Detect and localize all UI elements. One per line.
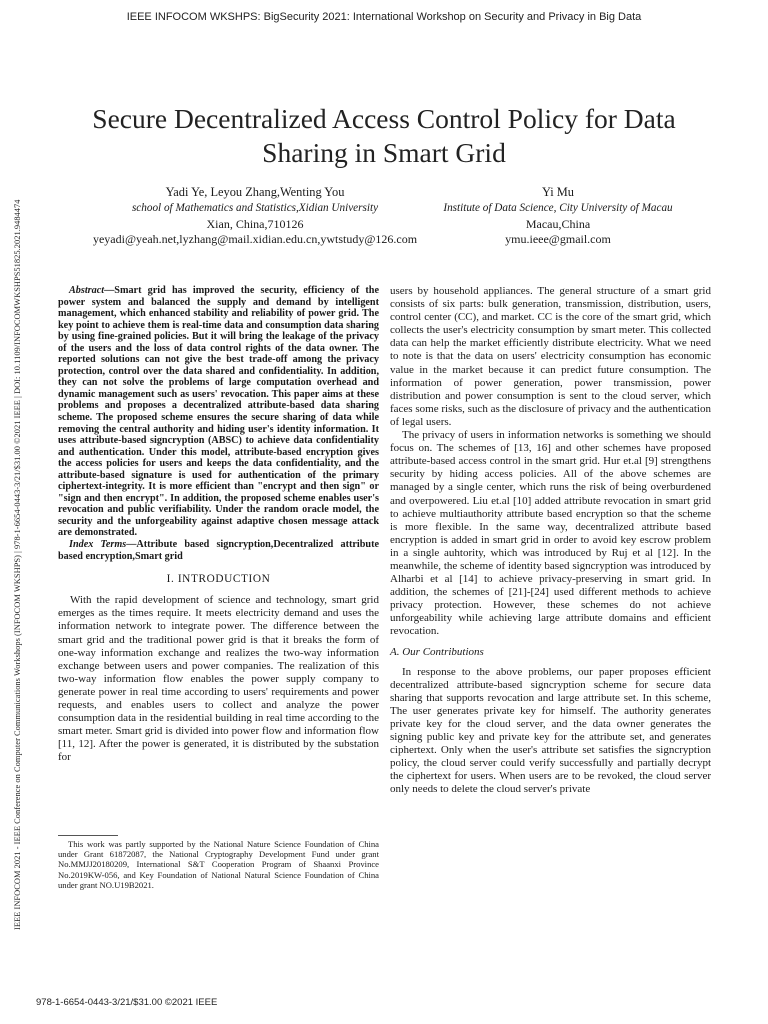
- side-doi-banner: IEEE INFOCOM 2021 - IEEE Conference on Computer Communications Workshops (INFOCOM WKSHPS) | 978-1-6654-0443-3/21/$31.00 ©2021 IEEE | DOI: 10.1109/INFOCOMWKSHPS51825.2021.9484474: [13, 199, 22, 930]
- funding-footnote: This work was partly supported by the National Nature Science Foundation of China under Grant 61872087, the National Cryptography Development Fund under grant No.MMJJ20180209, International S&T Cooperation Program of Shaanxi Province No.2019KW-056, and Key Foundation of National Natural Science Foundation of China under grant NO.U19B2021.: [58, 839, 379, 890]
- author-email: yeyadi@yeah.net,lyzhang@mail.xidian.edu.cn,ywtstudy@126.com: [92, 232, 418, 247]
- index-terms: [58, 539, 379, 562]
- author-email: ymu.ieee@gmail.com: [505, 232, 611, 247]
- running-header: IEEE INFOCOM WKSHPS: BigSecurity 2021: International Workshop on Security and Privacy in Big Data: [126, 11, 642, 23]
- section-heading-introduction: I. INTRODUCTION: [166, 573, 271, 586]
- author-block-left: [60, 185, 450, 248]
- subsection-heading-contributions: A. Our Contributions: [390, 645, 484, 658]
- author-names: Yi Mu: [541, 185, 575, 199]
- author-block-right: [408, 185, 708, 248]
- index-terms-lead: Index Terms: [69, 539, 127, 551]
- intro-paragraph-2: The privacy of users in information networks is something we should focus on. The schemes of [13, 16] and other schemes have proposed attribute-based access control in the smart grid. Hur et.al [9] strengthens security by hiding access policies. All of the above schemes are managed by a single center, which runs the risk of being overburdened and overpowered. Liu et.al [10] added attribute revocation in smart grid to achieve multiauthority attribute based encryption so that the scheme is more flexible. In the same way, decentralized attribute based encryption is added in smart grid in order to avoid key escrow problem in a single auhtority, which was introduced by Ruj et al [12]. In the meanwhile, the scheme of identity based signcryption was introduced by Alharbi et al [14] to achieve privacy-preserving in smart grid. In addition, the schemes of [21]-[24] used different methods to achieve privacy protection. However, these schemes do not achieve unforgeability while achieving large attribute domains and efficient revocation.: [390, 429, 711, 638]
- abstract-text: —Smart grid has improved the security, efficiency of the power system and balanced the supply and demand by intelligent management, which enhanced stability and reliability of power grid. The key point to achieve them is real-time data and consumption data sharing by using fine-grained policies. But it will bring the leakage of the privacy of the users and the loss of data control rights of the data owner. The reported solutions can not give the best trade-off among the privacy protection, control over the data shared and confidentiality. In addition, they can not solve the problems of large computation overhead and dynamic management such as users' revocation. This paper aims at these problems and proposes a decentralized attribute-based data sharing scheme. The proposed scheme ensures the secure sharing of data while removing the central authority and hiding user's identity information. It uses attribute-based signcryption (ABSC) to achieve data confidentiality and authentication. Under this model, attribute-based encryption gives the access policies for users and keeps the data confidentiality, and the attribute-based signature is used for authentication of the primary ciphertext-integrity. It is more efficient than "encrypt and then sign" or "sign and then encrypt". In addition, the proposed scheme enables user's revocation and public verifiability. Under the random oracle model, the security and the unforgeability against adaptive chosen message attack are demonstrated.: [58, 285, 379, 539]
- footnote-divider: [58, 835, 118, 836]
- author-names: Yadi Ye, Leyou Zhang,Wenting You: [165, 185, 345, 199]
- author-location: Macau,China: [525, 216, 591, 231]
- abstract: [58, 285, 379, 539]
- left-column: [58, 285, 379, 764]
- abstract-lead: Abstract: [69, 285, 105, 296]
- author-affiliation: Institute of Data Science, City University of Macau: [443, 201, 673, 214]
- author-location: Xian, China,710126: [206, 216, 304, 231]
- index-terms-text: —Attribute based signcryption,Decentralized attribute based encryption,Smart grid: [58, 539, 379, 562]
- paper-title: Secure Decentralized Access Control Policy for Data Sharing in Smart Grid: [92, 103, 676, 168]
- right-column: [390, 285, 711, 797]
- intro-paragraph-1: With the rapid development of science and technology, smart grid emerges as the times require. It meets electricity demand and uses the information network to integrate power. The difference between the smart grid and the traditional power grid is that it breaks the form of one-way information exchange and realizes the two-way information exchange between users and power companies. The realization of this two-way information flow enables the power supply company to generate power in real time according to users' requirements and power requests, and enables users to collect and analyze the power consumption data in the residential building in real time according to the smart meter. Smart grid is divided into power flow and information flow [11, 12]. After the power is generated, it is distributed by the substation for: [58, 594, 379, 764]
- page-footer: 978-1-6654-0443-3/21/$31.00 ©2021 IEEE: [36, 997, 218, 1008]
- intro-paragraph-1-continued: users by household appliances. The general structure of a smart grid consists of six parts: bulk generation, transmission, distribution, users, control center (CC), and market. CC is the core of the smart grid, which collects the user's electricity consumption by smart meter. This collected data can help the market efficiently distribute electricity. What we need to note is that the data on users' electricity consumption has economic value in the market because it can predict future consumption. The information of power generation, power transmission, power distribution and power consumption is sent to the cloud server, which faces some risks, such as the disclosure of privacy and the authentication of legal users.: [390, 285, 711, 428]
- author-affiliation: school of Mathematics and Statistics,Xidian University: [131, 201, 379, 214]
- contributions-paragraph: In response to the above problems, our paper proposes efficient decentralized attribute-based signcryption scheme for secure data sharing that supports revocation and large attribute set. In this scheme, The user generates private key for himself. The authority generates private key for the cloud server, and the data owner generates the signing public key and private key for the attribute set, and generates ciphertext. Only when the user's attribute set satisfies the signcryption policy, the cloud server could verify successfully and partially decrypt the ciphertext for users. When users are to be revoked, the cloud server only needs to delete the cloud server's private: [390, 665, 711, 796]
